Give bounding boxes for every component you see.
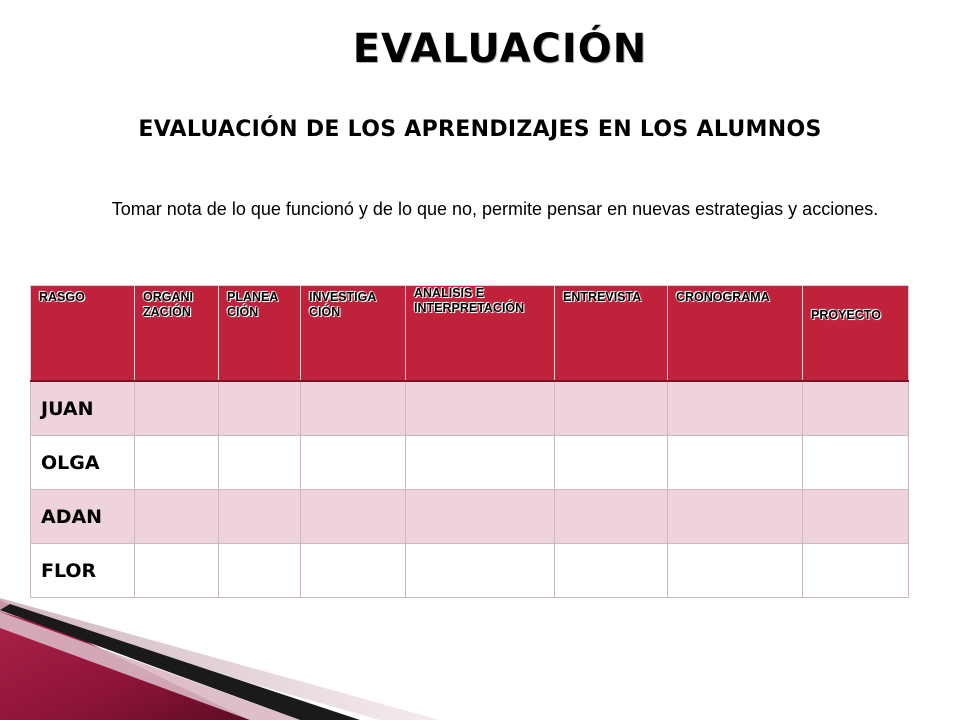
student-name: JUAN	[31, 381, 135, 436]
page-title: EVALUACIÓN	[352, 26, 648, 72]
header-entrevista: ENTREVISTA	[555, 286, 668, 382]
header-investigacion: INVESTIGA CIÓN	[301, 286, 406, 382]
header-analisis: ANALISIS E INTERPRETACIÓN	[406, 286, 555, 382]
intro-note: Tomar nota de lo que funcionó y de lo que no, permite pensar en nuevas estrategias y acciones.	[111, 199, 879, 219]
header-organizacion: ORGANI ZACIÓN	[135, 286, 219, 382]
header-cronograma: CRONOGRAMA	[668, 286, 803, 382]
header-proyecto: PROYECTO	[803, 286, 909, 382]
student-name: FLOR	[31, 544, 135, 598]
header-planeacion: PLANEA CIÓN	[219, 286, 301, 382]
page-subtitle: EVALUACIÓN DE LOS APRENDIZAJES EN LOS ALUMNOS	[138, 117, 822, 142]
student-name: ADAN	[31, 490, 135, 544]
student-name: OLGA	[31, 436, 135, 490]
header-rasgo: RASGO	[31, 286, 135, 382]
